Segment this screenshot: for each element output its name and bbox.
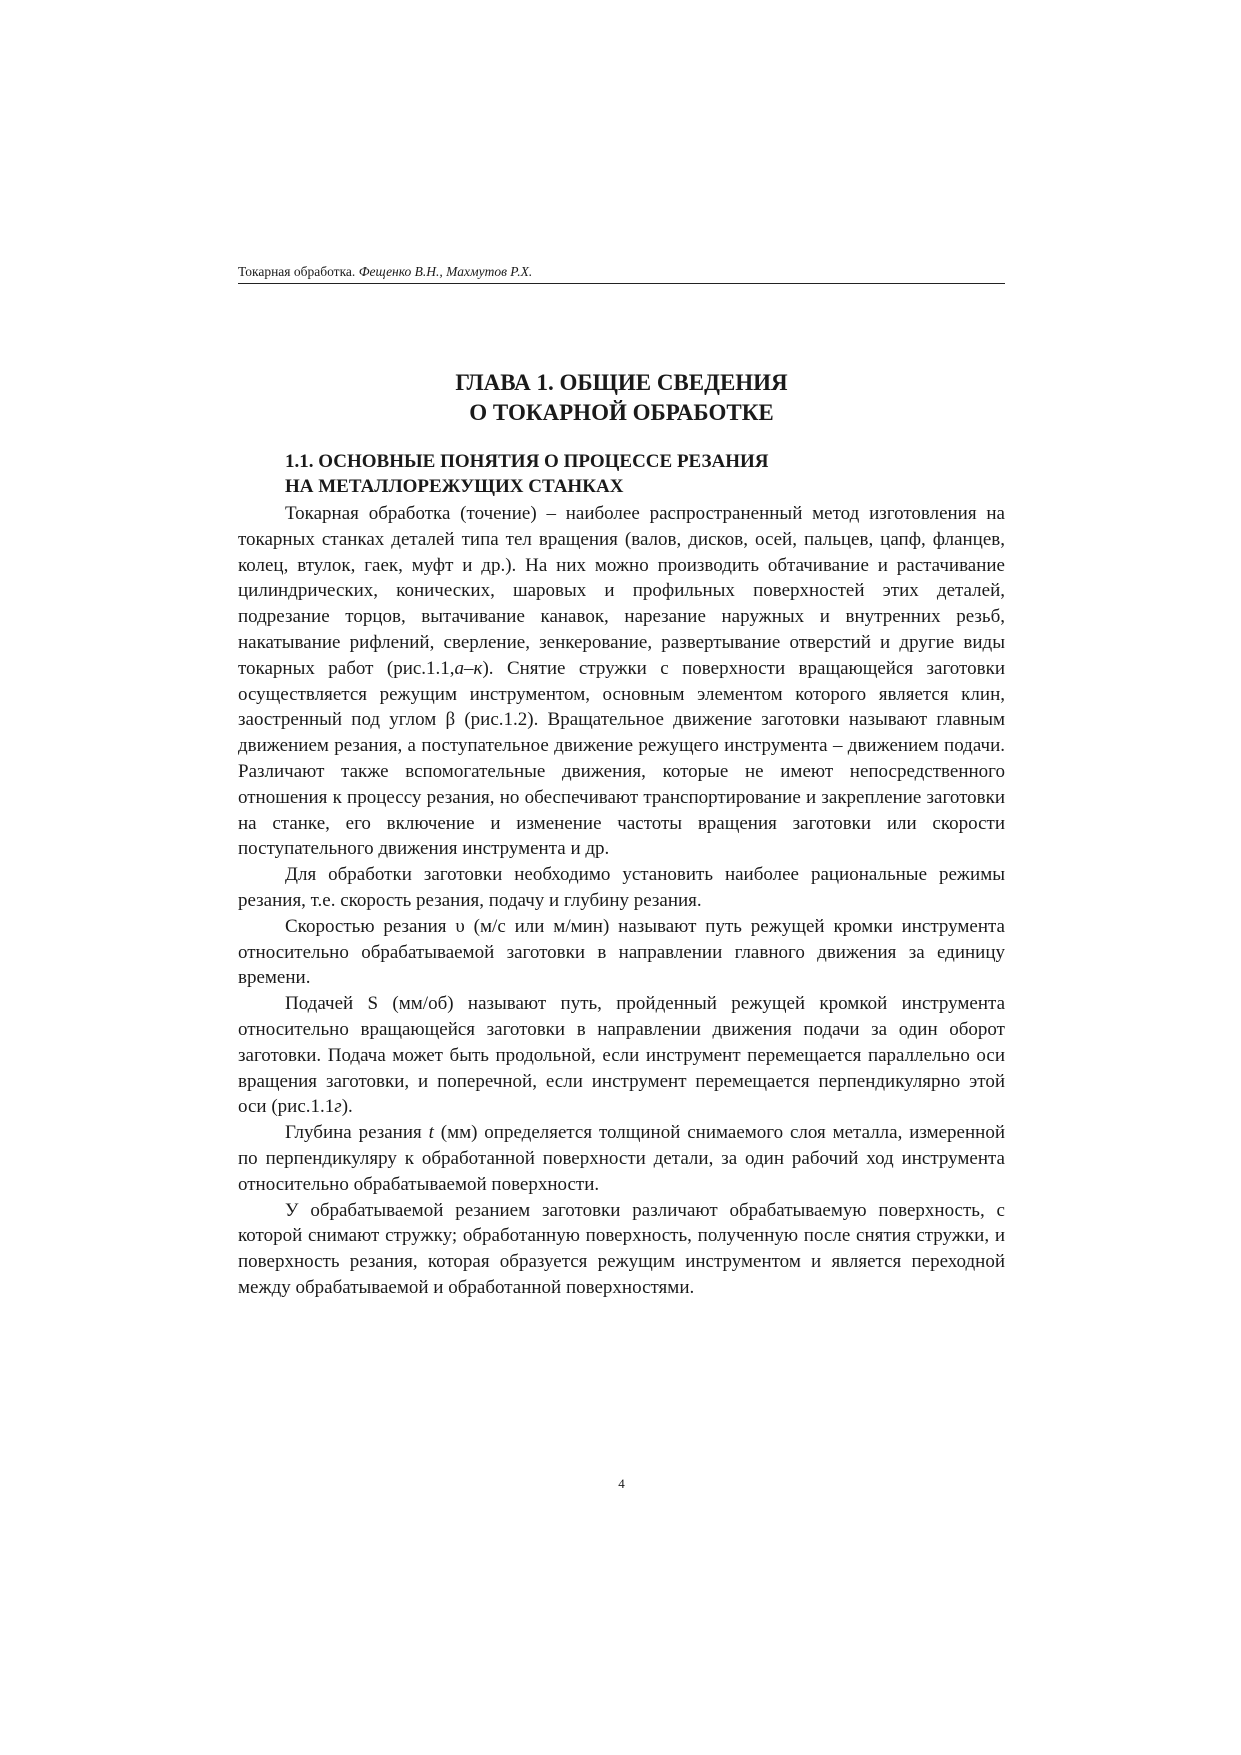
paragraph-1: [238, 501, 1005, 862]
running-header: [238, 263, 1005, 284]
chapter-title-line-1: ГЛАВА 1. ОБЩИЕ СВЕДЕНИЯ: [455, 370, 788, 395]
chapter-title: [238, 368, 1005, 428]
paragraph-6: У обрабатываемой резанием заготовки различают обрабатываемую поверхность, с которой снимают стружку; обработанную поверхность, полученную после снятия стружки, и поверхность резания, которая образуется режущим инструментом и является переходной между обрабатываемой и обработанной поверхностями.: [238, 1199, 1005, 1298]
paragraph-3: Скоростью резания υ (м/с или м/мин) называют путь режущей кромки инструмента относительно обрабатываемой заготовки в направлении главного движения за единицу времени.: [238, 915, 1005, 989]
paragraph-4: [238, 991, 1005, 1120]
paragraph-1-part-a: Токарная обработка (точение) – наиболее распространенный метод изготовления на токарных станках деталей типа тел вращения (валов, дисков, осей, пальцев, цапф, фланцев, колец, втулок, гаек, муфт и др.). На них можно производить обтачивание и растачивание цилиндрических, конических, шаровых и профильных поверхностей этих деталей, подрезание торцов, вытачивание канавок, нарезание наружных и внутренних резьб, накатывание рифлений, сверление, зенкерование, развертывание отверстий и другие виды токарных работ (рис.1.1,: [238, 503, 1005, 679]
section-title: [285, 449, 1005, 499]
section-title-line-2: НА МЕТАЛЛОРЕЖУЩИХ СТАНКАХ: [285, 476, 624, 497]
figure-ref-a-k: а–к: [454, 657, 483, 679]
body-text: [238, 501, 1005, 1301]
book-title: Токарная обработка.: [238, 264, 356, 279]
paragraph-5-part-a: Глубина резания: [285, 1122, 429, 1144]
book-authors: Фещенко В.Н., Махмутов Р.Х.: [358, 264, 533, 279]
paragraph-5: [238, 1120, 1005, 1197]
section-title-line-1: 1.1. ОСНОВНЫЕ ПОНЯТИЯ О ПРОЦЕССЕ РЕЗАНИЯ: [285, 451, 769, 472]
chapter-title-line-2: О ТОКАРНОЙ ОБРАБОТКЕ: [469, 400, 774, 425]
paragraph-5-part-b: (мм) определяется толщиной снимаемого слоя металла, измеренной по перпендикуляру к обработанной поверхности детали, за один рабочий ход инструмента относительно обрабатываемой поверхности.: [238, 1122, 1005, 1195]
paragraph-4-part-a: Подачей S (мм/об) называют путь, пройденный режущей кромкой инструмента относительно вращающейся заготовки в направлении движения подачи за один оборот заготовки. Подача может быть продольной, если инструмент перемещается параллельно оси вращения заготовки, и поперечной, если инструмент перемещается перпендикулярно этой оси (рис.1.1: [238, 993, 1005, 1118]
paragraph-2: Для обработки заготовки необходимо установить наиболее рациональные режимы резания, т.е. скорость резания, подачу и глубину резания.: [238, 864, 1005, 911]
figure-ref-g: г: [334, 1096, 342, 1118]
paragraph-1-part-b: ). Снятие стружки с поверхности вращающейся заготовки осуществляется режущим инструментом, основным элементом которого является клин, заостренный под углом β (рис.1.2). Вращательное движение заготовки называют главным движением резания, а поступательное движение режущего инструмента – движением подачи. Различают также вспомогательные движения, которые не имеют непосредственного отношения к процессу резания, но обеспечивают транспортирование и закрепление заготовки на станке, его включение и изменение частоты вращения заготовки или скорости поступательного движения инструмента и др.: [238, 657, 1005, 860]
page-number: 4: [618, 1476, 625, 1491]
depth-variable: t: [428, 1122, 434, 1144]
paragraph-4-part-b: ).: [341, 1096, 353, 1118]
